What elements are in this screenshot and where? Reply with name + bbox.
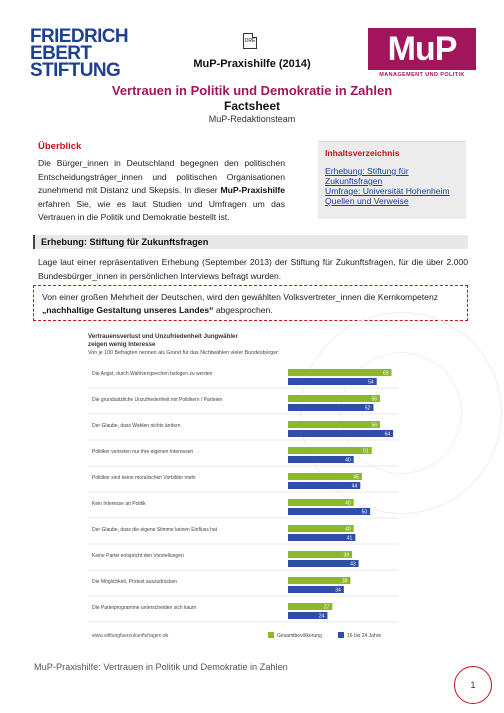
data-label: 52 [364, 405, 371, 412]
data-label: 40 [345, 500, 351, 507]
toc-link-umfrage[interactable]: Umfrage: Universität Hohenheim [325, 186, 450, 196]
category-label: Keine Partei entspricht den Vorstellungen [92, 553, 184, 559]
chart-title: Vertrauensverlust und Unzufriedenheit Jungwähler zeigen wenig Interesse [88, 333, 238, 348]
data-label: 40 [345, 457, 351, 464]
legend-swatch [338, 632, 344, 638]
chart-source: www.stiftungfuerzukunftsfragen.de [92, 633, 169, 639]
fes-logo-line: EBERT [30, 43, 92, 64]
overview-text-part: erfahren Sie, wie es laut Studien und Umfragen um das Vertrauen in die Politik und Demokratie bestellt ist. [38, 198, 285, 223]
overview-text [38, 157, 285, 225]
data-label: 38 [341, 578, 348, 585]
data-label: 34 [335, 587, 341, 594]
category-label: Die Parteiprogramme unterscheiden sich kaum [92, 605, 197, 611]
bar-gesamt [288, 473, 362, 480]
bar-jung [288, 560, 359, 567]
section-heading: Erhebung: Stiftung für Zukunftsfragen [33, 235, 468, 249]
bar-gesamt [288, 447, 372, 454]
category-label: Kein Interesse an Politik [92, 501, 146, 507]
mup-logo-tagline: MANAGEMENT UND POLITIK [379, 72, 465, 78]
data-label: 51 [363, 448, 369, 455]
bar-gesamt [288, 551, 352, 558]
highlight-text-bold: „nachhaltige Gestaltung unseres Landes“ [42, 304, 214, 315]
footer-text: MuP-Praxishilfe: Vertrauen in Politik und Demokratie in Zahlen [34, 662, 288, 672]
category-label: Politiker vertreten nur ihre eigenen Interessen [92, 449, 194, 455]
highlight-text-part: abgesprochen. [213, 304, 273, 315]
category-label: Der Glaube, dass die eigene Stimme keinen Einfluss hat [92, 527, 218, 533]
bar-gesamt [288, 421, 380, 428]
page-subtitle: Factsheet [223, 99, 281, 113]
data-label: 56 [371, 422, 377, 429]
fes-logo-line: FRIEDRICH [30, 26, 129, 47]
data-label: 50 [361, 509, 368, 516]
data-label: 45 [353, 474, 359, 481]
bar-jung [288, 430, 393, 437]
legend-label: Gesamtbevölkerung [277, 633, 322, 639]
bar-jung [288, 508, 370, 515]
data-label: 44 [351, 483, 358, 490]
category-label: Die grundsätzliche Unzufriedenheit mit Politikern / Parteien [92, 397, 223, 403]
page-title: Vertrauen in Politik und Demokratie in Zahlen [111, 83, 393, 98]
category-label: Die Möglichkeit, Protest auszudrücken [92, 579, 178, 585]
bar-jung [288, 378, 377, 385]
bar-jung [288, 482, 360, 489]
bar-gesamt [288, 369, 392, 376]
fes-logo-line: STIFTUNG [30, 60, 121, 81]
toc-link-quellen[interactable]: Quellen und Verweise [325, 196, 409, 206]
chart-plot [88, 359, 412, 651]
data-label: 54 [368, 379, 374, 386]
category-label: Der Glaube, dass Wahlen nichts ändern [92, 423, 181, 429]
data-label: 39 [343, 552, 350, 559]
table-of-contents [318, 141, 466, 219]
bar-jung [288, 534, 355, 541]
toc-link-erhebung[interactable]: Erhebung: Stiftung für Zukunftsfragen [325, 166, 409, 186]
section-intro: Lage laut einer repräsentativen Erhebung (September 2013) der Stiftung für Zukunftsfragen, für die über 2.000 Bundesbürger_innen in persönlichen Interviews befragt wurden. [38, 257, 468, 281]
toc-heading: Inhaltsverzeichnis [325, 148, 400, 158]
publication-label: MuP-Praxishilfe (2014) [193, 58, 311, 70]
data-label: 40 [345, 526, 351, 533]
mup-logo [368, 28, 476, 80]
bar-jung [288, 404, 373, 411]
data-label: 24 [318, 613, 325, 620]
overview-text-bold: MuP-Praxishilfe [220, 185, 285, 196]
chart-subtitle: Von je 100 Befragten nennen als Grund für das Nichtwählen vieler Bundesbürger: [88, 350, 280, 356]
category-label: Politiker sind keine moralischen Vorbilder mehr [92, 475, 196, 481]
bar-chart [88, 333, 412, 653]
data-label: 63 [382, 370, 389, 377]
author-line: MuP-Redaktionsteam [208, 114, 296, 124]
document-icon: DRE [243, 33, 257, 49]
page-number: 1 [454, 666, 492, 704]
data-label: 41 [346, 535, 353, 542]
bar-gesamt [288, 499, 354, 506]
data-label: 64 [384, 431, 391, 438]
fes-logo [30, 26, 129, 81]
legend-swatch [268, 632, 274, 638]
bar-jung [288, 456, 354, 463]
highlight-text-part: Von einer großen Mehrheit der Deutschen, wird den gewählten Volksvertreter_innen die Kernkompetenz [42, 292, 439, 302]
overview-heading: Überblick [38, 141, 82, 152]
mup-logo-mark: MuP [368, 28, 476, 70]
data-label: 27 [323, 604, 330, 611]
bar-gesamt [288, 395, 380, 402]
category-label: Die Angst, durch Wahlversprechen belogen zu werden [92, 371, 213, 377]
data-label: 43 [350, 561, 356, 568]
bar-gesamt [288, 525, 354, 532]
data-label: 56 [371, 396, 377, 403]
overview-text-part: Die Bürger_innen in Deutschland begegnen den politischen Entscheidungsträger_innen und politischen Organisationen zunehmend mit Distanz und Skepsis. In dieser [38, 158, 285, 196]
legend-label: 16 bis 24 Jahre [347, 633, 382, 639]
